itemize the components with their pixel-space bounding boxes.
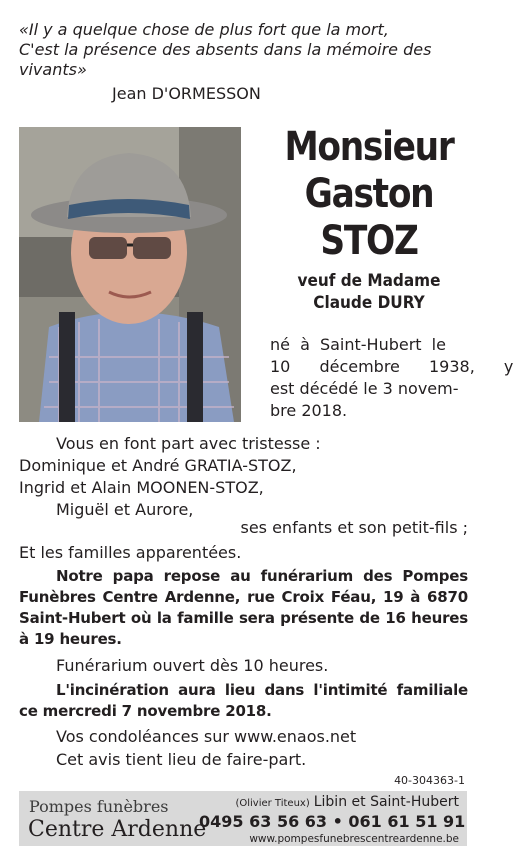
funeral-home-banner (19, 791, 467, 846)
widow-line: Claude DURY (313, 293, 425, 313)
widow-notice (269, 270, 469, 314)
deceased-first-name: Gaston (304, 171, 434, 217)
funerarium-rest-notice: Notre papa repose au funérarium des Pompes Funèbres Centre Ardenne, rue Croix Féau, 19 à 6870 Saint-Hubert où la famille sera présente de 16 heures à 19 heures. (19, 567, 468, 648)
birth-death-info (270, 334, 513, 422)
notice-reference: 40-304363-1 (394, 774, 465, 787)
portrait-photo (19, 127, 241, 422)
announcement-intro: Vous en font part avec tristesse : (56, 434, 321, 453)
birth-line: né à Saint-Hubert le (270, 335, 446, 354)
contact-block (199, 794, 466, 846)
contact-person: (Olivier Titeux) (235, 798, 310, 809)
brand-name: Centre Ardenne (28, 817, 207, 842)
deceased-title: Monsieur (284, 124, 454, 170)
relatives-line: Et les familles apparentées. (19, 543, 242, 562)
funerarium-hours: Funérarium ouvert dès 10 heures. (56, 656, 329, 675)
birth-line: bre 2018. (270, 401, 348, 420)
cremation-notice: L'incinération aura lieu dans l'intimité familiale ce mercredi 7 novembre 2018. (19, 681, 468, 720)
quote-line: «Il y a quelque chose de plus fort que la mort, (19, 20, 389, 39)
condolences-line: Vos condoléances sur www.enaos.net (56, 727, 357, 746)
phone-numbers: 0495 63 56 63 • 061 61 51 91 (199, 812, 466, 831)
quote-line: vivants» (19, 60, 87, 79)
locations: Libin et Saint-Hubert (313, 794, 459, 810)
birth-line: est décédé le 3 novem- (270, 379, 459, 398)
widow-line: veuf de Madame (297, 271, 441, 291)
deceased-last-name: STOZ (320, 218, 418, 264)
deceased-name (274, 124, 465, 265)
quote (19, 20, 469, 80)
family-line: Miguël et Aurore, (56, 500, 194, 519)
quote-author: Jean D'ORMESSON (112, 84, 261, 103)
birth-line: 10 décembre 1938, y (270, 357, 513, 376)
quote-line: C'est la présence des absents dans la mémoire des (19, 40, 432, 59)
faire-part-notice: Cet avis tient lieu de faire-part. (56, 750, 307, 769)
family-line: Dominique et André GRATIA-STOZ, (19, 456, 297, 475)
locations-line (199, 794, 459, 812)
website-link[interactable]: www.pompesfunebrescentreardenne.be (249, 833, 459, 845)
family-line: Ingrid et Alain MOONEN-STOZ, (19, 478, 264, 497)
children-line: ses enfants et son petit-fils ; (240, 518, 468, 537)
brand-subtitle: Pompes funèbres (29, 797, 169, 816)
